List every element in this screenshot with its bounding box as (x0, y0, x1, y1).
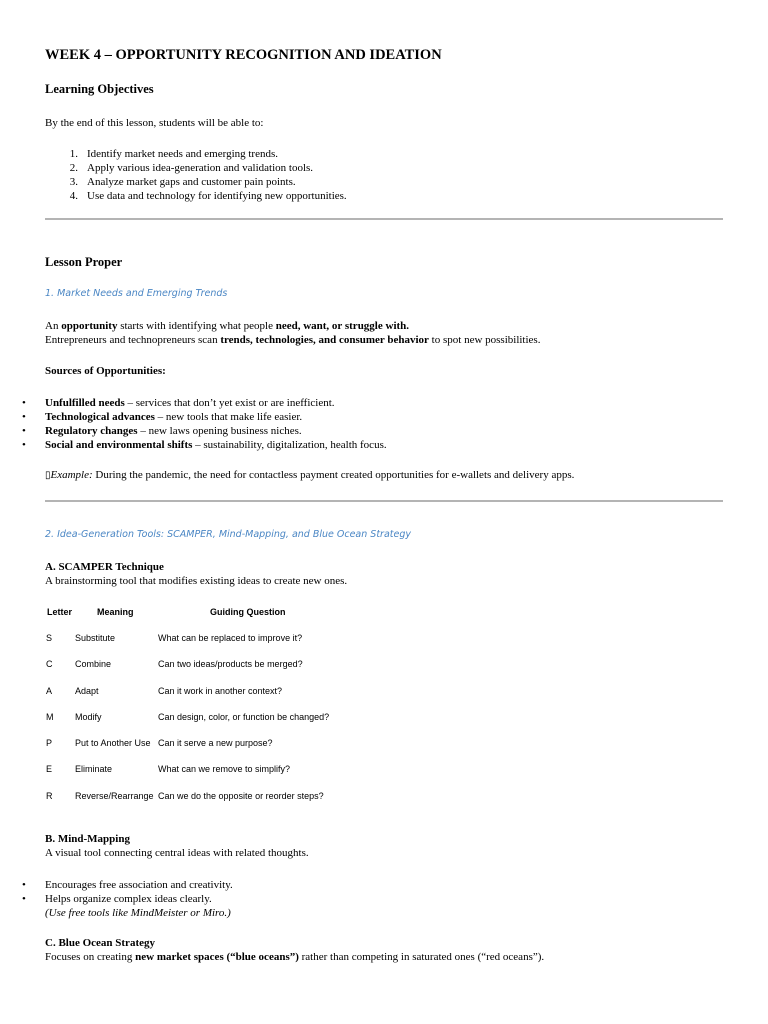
mindmap-list (45, 878, 233, 920)
section-1-paragraph: An opportunity starts with identifying what people need, want, or struggle with. Entrepreneurs and technopreneurs scan trends, technologies, and consumer behavior to spot new possibilities. (45, 320, 541, 346)
list-item: •Encourages free association and creativity. (45, 878, 233, 892)
blue-ocean-heading: C. Blue Ocean Strategy (45, 937, 155, 949)
section-2-title: 2. Idea-Generation Tools: SCAMPER, Mind-Mapping, and Blue Ocean Strategy (45, 529, 411, 540)
sources-list (45, 396, 387, 452)
table-header: Meaning (97, 607, 134, 617)
list-item: •Regulatory changes – new laws opening business niches. (45, 424, 387, 438)
list-item: •Helps organize complex ideas clearly. (45, 892, 233, 906)
lesson-heading: Lesson Proper (45, 255, 123, 269)
mindmap-heading: B. Mind-Mapping (45, 833, 130, 845)
list-item: •Unfulfilled needs – services that don’t yet exist or are inefficient. (45, 396, 387, 410)
list-item: •Social and environmental shifts – sustainability, digitalization, health focus. (45, 438, 387, 452)
table-header: Guiding Question (210, 607, 286, 617)
list-item: 3. Analyze market gaps and customer pain points. (69, 176, 296, 188)
mindmap-description: A visual tool connecting central ideas with related thoughts. (45, 847, 309, 859)
sources-heading: Sources of Opportunities: (45, 365, 166, 377)
objectives-list (33, 147, 347, 203)
list-item: 4. Use data and technology for identifying new opportunities. (69, 190, 347, 202)
list-item: 2. Apply various idea-generation and validation tools. (69, 162, 314, 174)
example-paragraph: ▯Example: During the pandemic, the need for contactless payment created opportunities for e-wallets and delivery apps. (45, 469, 575, 481)
divider (45, 500, 723, 502)
scamper-heading: A. SCAMPER Technique (45, 561, 164, 573)
section-1-title: 1. Market Needs and Emerging Trends (45, 288, 228, 299)
scamper-description: A brainstorming tool that modifies existing ideas to create new ones. (45, 575, 348, 587)
divider (45, 218, 723, 220)
list-item: 1. Identify market needs and emerging trends. (69, 148, 279, 160)
table-header: Letter (47, 607, 73, 617)
page-title: WEEK 4 – OPPORTUNITY RECOGNITION AND IDEATION (45, 47, 442, 63)
objectives-intro: By the end of this lesson, students will be able to: (45, 117, 264, 129)
list-note: (Use free tools like MindMeister or Miro.) (45, 907, 231, 919)
blue-ocean-description: Focuses on creating new market spaces (“blue oceans”) rather than competing in saturated ones (“red oceans”). (45, 951, 545, 963)
missing-glyph-icon: ▯ (45, 470, 51, 481)
list-item: •Technological advances – new tools that make life easier. (45, 410, 387, 424)
objectives-heading: Learning Objectives (45, 82, 154, 96)
